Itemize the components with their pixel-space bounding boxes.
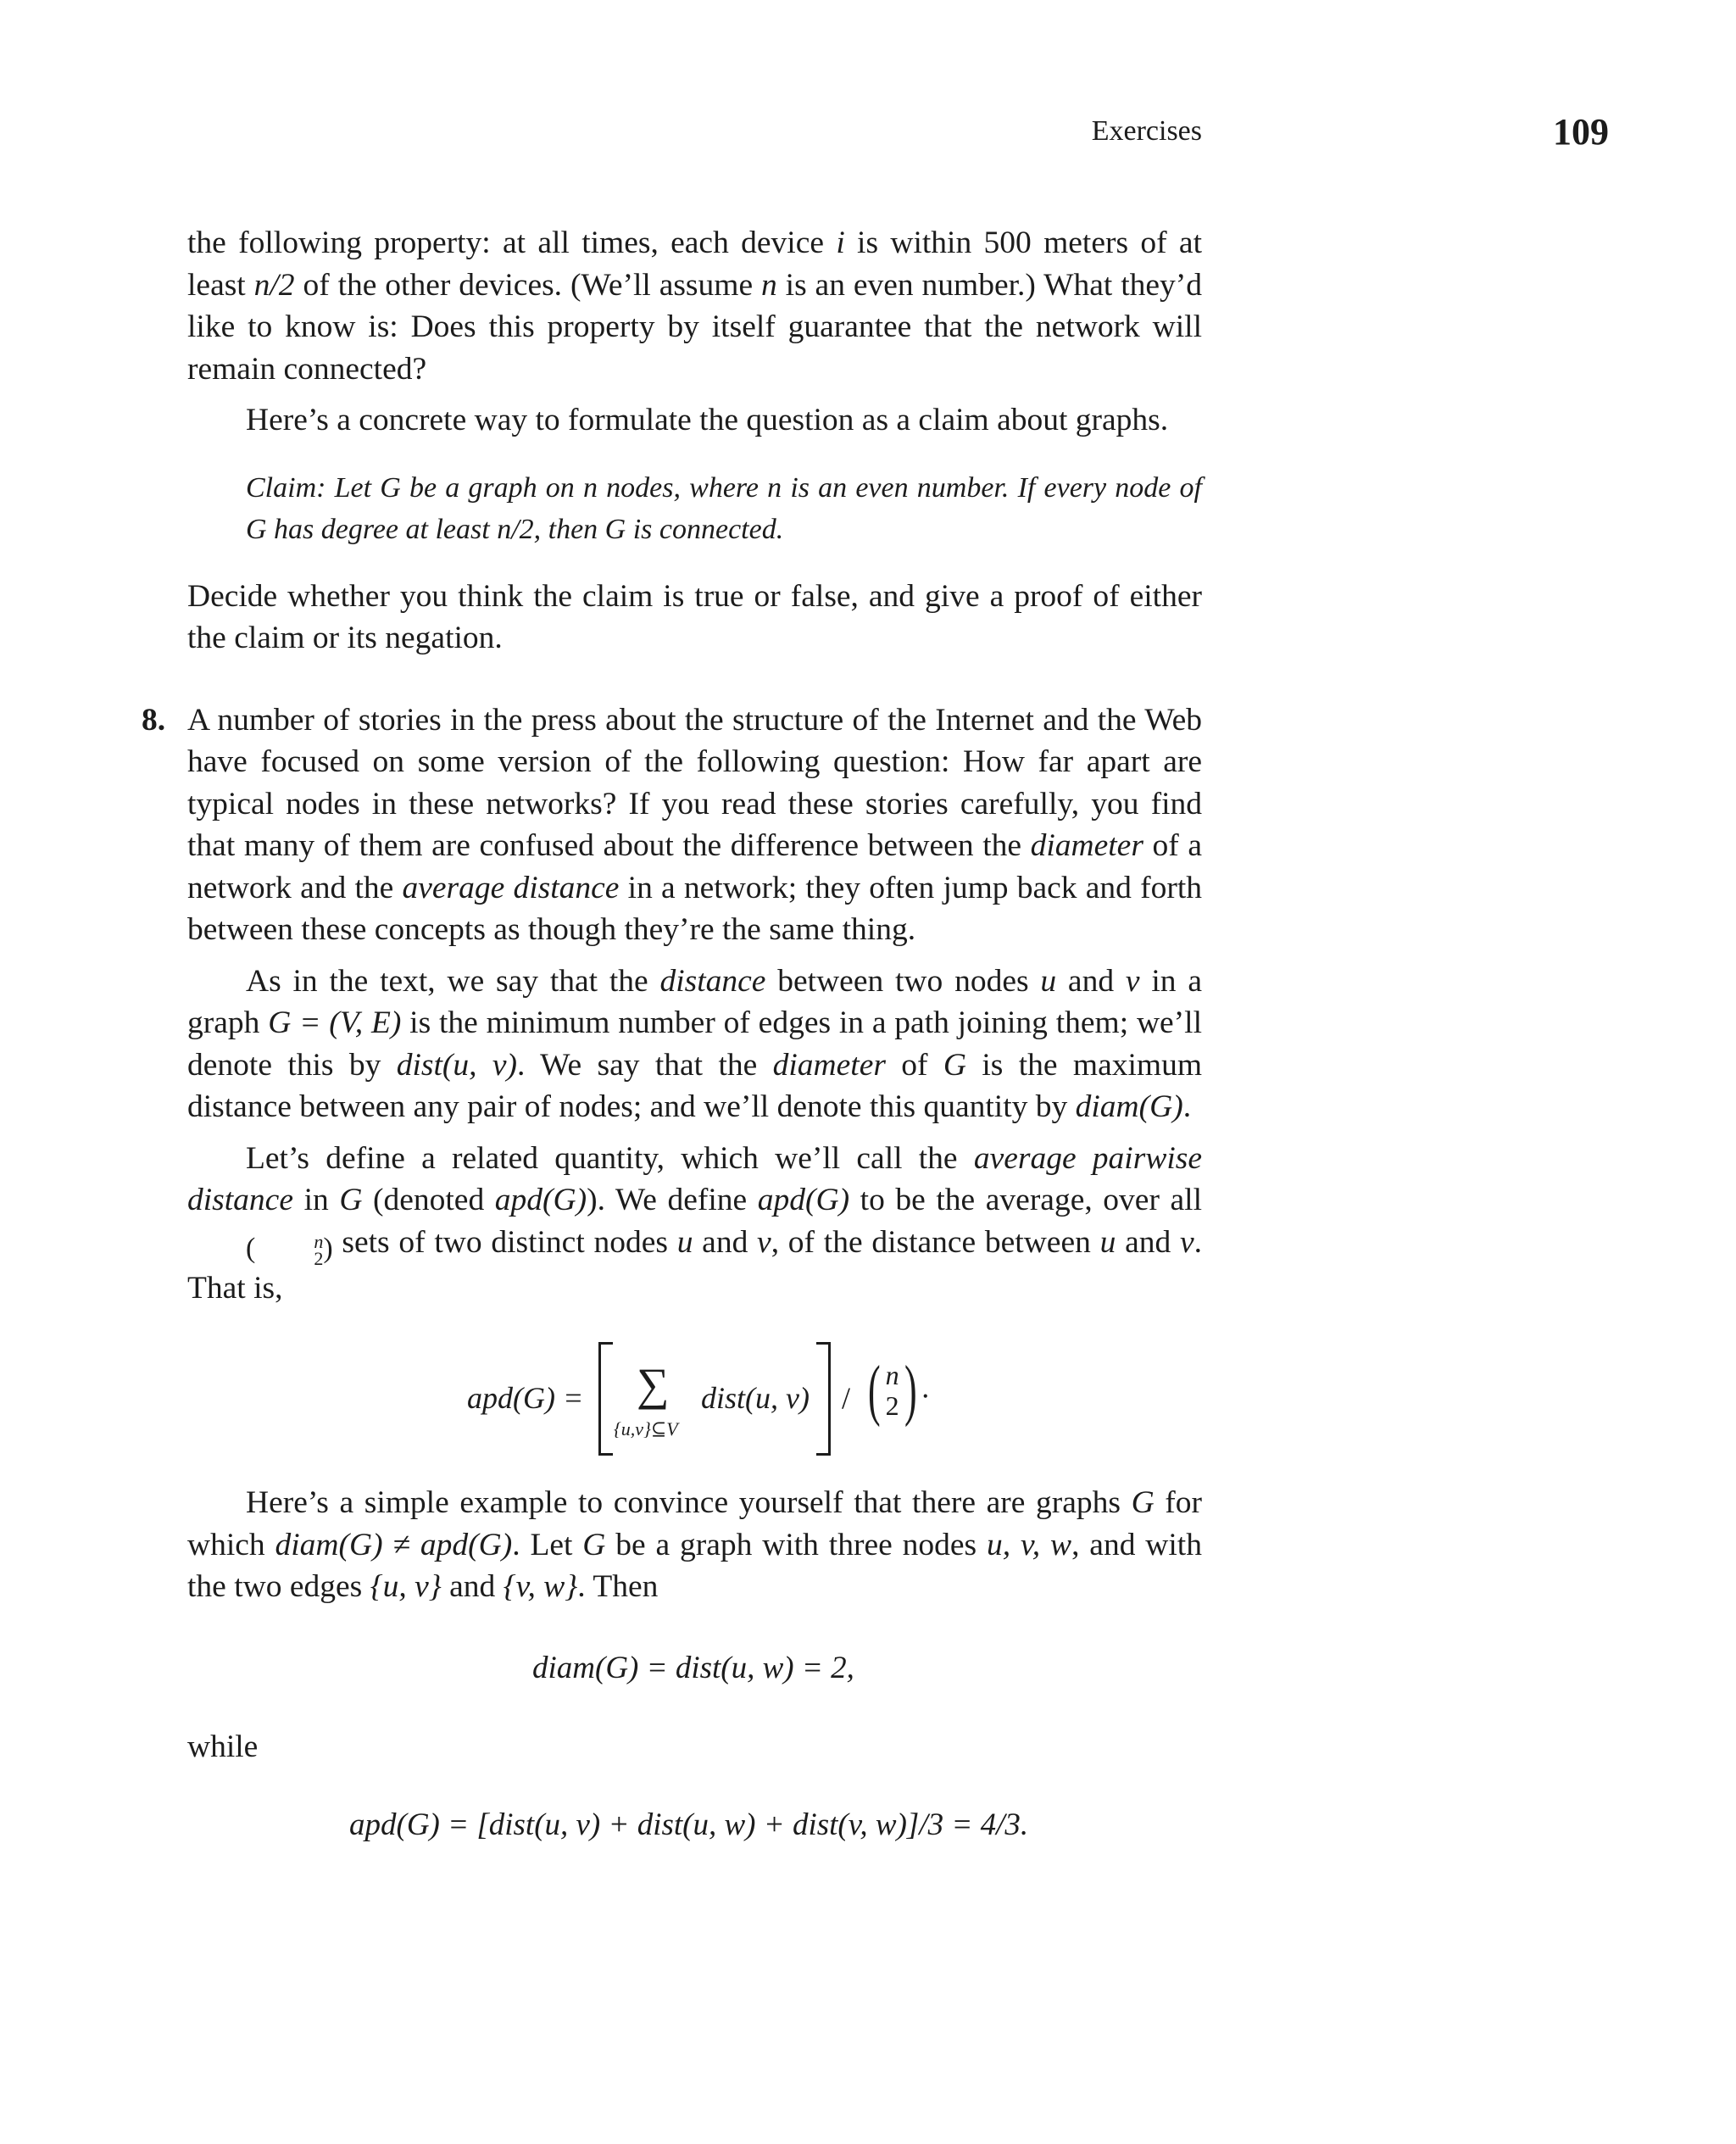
summation-sign: ∑ [637, 1359, 670, 1411]
exercise-number: 8. [142, 702, 166, 738]
intro-paragraph-3: Decide whether you think the claim is true or false, and give a proof of either the claim or its negation. [187, 578, 1202, 655]
page-body [142, 222, 1202, 1846]
formula-divide: / [842, 1381, 851, 1416]
intro-paragraph-2: Here’s a concrete way to formulate the question as a claim about graphs. [246, 403, 1169, 437]
right-bracket [816, 1342, 831, 1456]
page-number: 109 [1553, 111, 1609, 153]
formula-lhs: apd(G) = [467, 1381, 584, 1416]
apd-equation: apd(G) = [dist(u, v) + dist(u, w) + dist(v, w)]/3 = 4/3. [349, 1807, 1029, 1842]
diameter-equation: diam(G) = dist(u, w) = 2, [532, 1650, 854, 1685]
summation-subscript: {u,v}⊆V [614, 1418, 678, 1440]
apd-formula [187, 1321, 1202, 1482]
inline-binomial: ( n 2 ) [246, 1230, 333, 1269]
formula-binomial: ( n 2 ) . [867, 1353, 930, 1428]
left-bracket [598, 1342, 613, 1456]
exercise-8-paragraph-3: Let’s define a related quantity, which we’ll call the average pairwise distance in G (denoted apd(G)). We define apd(G) to be the average, over all ( n 2 ) sets of two distinct nodes u and v, of the distance between u and v. That is, [187, 1140, 1202, 1306]
while-text: while [187, 1729, 259, 1765]
intro-paragraph-1: the following property: at all times, each device i is within 500 meters of at least n/2 of the other devices. (We’ll assume n is an even number.) What they’d like to know is: Does this property by itself guarantee that the network will remain connected? [187, 226, 1202, 387]
formula-summand: dist(u, v) [701, 1381, 810, 1416]
claim: Claim: Let G be a graph on n nodes, where n is an even number. If every node of G has degree at least n/2, then G is connected. [246, 471, 1202, 545]
running-head [0, 111, 1736, 166]
exercise-8-paragraph-1: A number of stories in the press about the structure of the Internet and the Web have focused on some version of the following question: How far apart are typical nodes in these networks? If you read these stories carefully, you find that many of them are confused about the difference between the diameter of a network and the average distance in a network; they often jump back and forth between these concepts as though they’re the same thing. [187, 702, 1202, 947]
exercise-8-paragraph-4: Here’s a simple example to convince yourself that there are graphs G for which diam(G) ≠ apd(G). Let G be a graph with three nodes u, v, w, and with the two edges {u, v} and {v, w}. Then [187, 1485, 1202, 1605]
section-title: Exercises [1091, 115, 1202, 147]
exercise-8 [142, 699, 1202, 1846]
exercise-8-paragraph-2: As in the text, we say that the distance between two nodes u and v in a graph G = (V, E) is the minimum number of edges in a path joining them; we’ll denote this by dist(u, v). We say that the diameter of G is the maximum distance between any pair of nodes; and we’ll denote this quantity by diam(G). [187, 963, 1202, 1124]
